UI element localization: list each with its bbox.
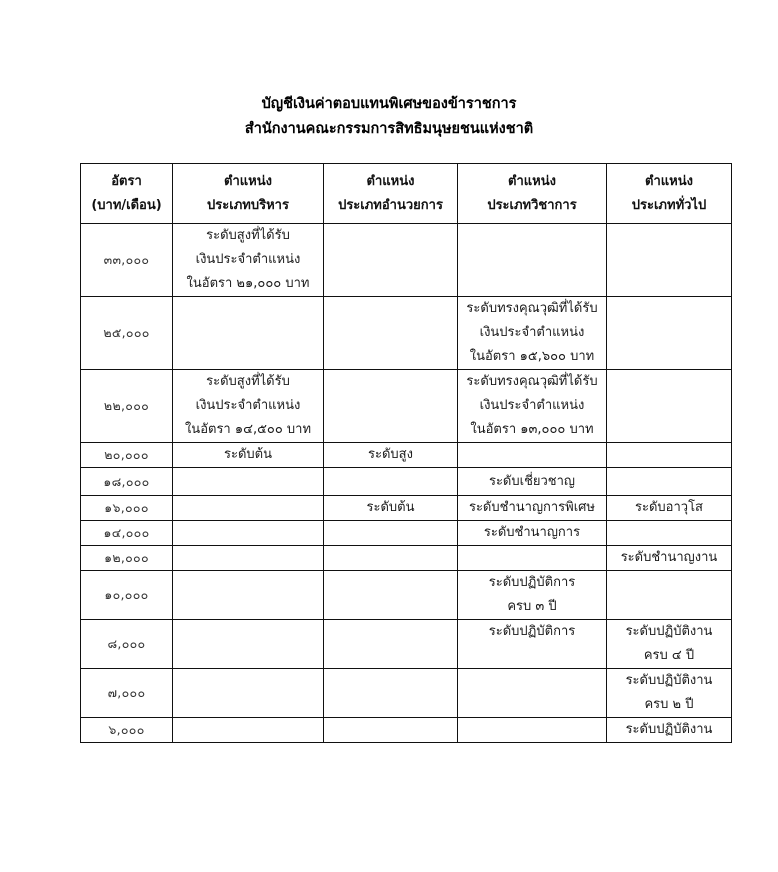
general-cell: [607, 224, 732, 297]
cell-line: ระดับปฏิบัติงาน: [625, 624, 713, 639]
cell-line: ระดับปฏิบัติการ: [488, 624, 576, 639]
cell-line: ระดับทรงคุณวุฒิที่ได้รับ: [466, 301, 598, 316]
cell-line: ระดับสูงที่ได้รับ: [206, 374, 290, 389]
management-cell: [324, 297, 458, 370]
table-row: [81, 224, 732, 297]
cell-line: ในอัตรา ๒๑,๐๐๐ บาท: [186, 276, 310, 291]
management-cell: ระดับสูง: [324, 443, 458, 468]
academic-cell: [458, 546, 607, 571]
management-cell: ระดับต้น: [324, 496, 458, 521]
executive-cell: [173, 370, 324, 443]
header-general: [607, 164, 732, 224]
rate-cell: ๗,๐๐๐: [81, 669, 173, 718]
academic-cell: [458, 718, 607, 743]
executive-cell: [173, 297, 324, 370]
management-cell: [324, 620, 458, 669]
cell-line: ระดับทรงคุณวุฒิที่ได้รับ: [466, 374, 598, 389]
general-cell: [607, 521, 732, 546]
cell-line: เงินประจำตำแหน่ง: [479, 325, 585, 340]
executive-cell: [173, 521, 324, 546]
cell-line: ในอัตรา ๑๔,๕๐๐ บาท: [184, 422, 312, 437]
table-row: [81, 546, 732, 571]
executive-cell: [173, 546, 324, 571]
management-cell: [324, 224, 458, 297]
table-row: [81, 443, 732, 468]
academic-cell: ระดับชำนาญการ: [458, 521, 607, 546]
rate-cell: ๑๒,๐๐๐: [81, 546, 173, 571]
rate-cell: ๘,๐๐๐: [81, 620, 173, 669]
document-title: [0, 92, 778, 142]
academic-cell: ระดับเชี่ยวชาญ: [458, 468, 607, 496]
rate-cell: ๓๓,๐๐๐: [81, 224, 173, 297]
header-row: [81, 164, 732, 224]
management-cell: [324, 546, 458, 571]
general-cell: [607, 297, 732, 370]
header-management: [324, 164, 458, 224]
header-text: อัตรา: [111, 173, 142, 189]
executive-cell: [173, 468, 324, 496]
executive-cell: [173, 224, 324, 297]
general-cell: [607, 571, 732, 620]
cell-line: ครบ ๒ ปี: [644, 697, 694, 712]
executive-cell: ระดับต้น: [173, 443, 324, 468]
cell-line: เงินประจำตำแหน่ง: [195, 252, 301, 267]
general-cell: [607, 370, 732, 443]
academic-cell: [458, 370, 607, 443]
title-line-2: สำนักงานคณะกรรมการสิทธิมนุษยชนแห่งชาติ: [244, 121, 534, 137]
header-text: ตำแหน่ง: [508, 173, 556, 189]
cell-line: ระดับปฏิบัติการ: [488, 575, 576, 590]
rate-cell: ๑๔,๐๐๐: [81, 521, 173, 546]
table-row: [81, 571, 732, 620]
header-text: ประเภทวิชาการ: [487, 197, 577, 213]
rate-cell: ๒๒,๐๐๐: [81, 370, 173, 443]
rate-cell: ๑๘,๐๐๐: [81, 468, 173, 496]
cell-line: ครบ ๔ ปี: [643, 648, 695, 663]
general-cell: [607, 669, 732, 718]
title-line-1: บัญชีเงินค่าตอบแทนพิเศษของข้าราชการ: [261, 96, 517, 112]
header-rate: [81, 164, 173, 224]
executive-cell: [173, 496, 324, 521]
header-executive: [173, 164, 324, 224]
cell-line: ระดับปฏิบัติงาน: [625, 673, 713, 688]
general-cell: [607, 443, 732, 468]
cell-line: เงินประจำตำแหน่ง: [195, 398, 301, 413]
general-cell: ระดับชำนาญงาน: [607, 546, 732, 571]
table-row: [81, 521, 732, 546]
general-cell: [607, 468, 732, 496]
rate-cell: ๖,๐๐๐: [81, 718, 173, 743]
cell-line: ในอัตรา ๑๓,๐๐๐ บาท: [470, 422, 594, 437]
table-row: [81, 718, 732, 743]
special-compensation-table: [80, 163, 732, 743]
header-academic: [458, 164, 607, 224]
management-cell: [324, 468, 458, 496]
header-text: ประเภททั่วไป: [631, 197, 707, 213]
rate-cell: ๑๐,๐๐๐: [81, 571, 173, 620]
academic-cell: [458, 443, 607, 468]
academic-cell: [458, 669, 607, 718]
rate-cell: ๒๕,๐๐๐: [81, 297, 173, 370]
executive-cell: [173, 620, 324, 669]
table-row: [81, 620, 732, 669]
rate-cell: ๑๖,๐๐๐: [81, 496, 173, 521]
header-text: ตำแหน่ง: [645, 173, 693, 189]
cell-line: ครบ ๓ ปี: [507, 599, 557, 614]
general-cell: [607, 620, 732, 669]
header-text: ตำแหน่ง: [224, 173, 272, 189]
executive-cell: [173, 718, 324, 743]
management-cell: [324, 571, 458, 620]
academic-cell: [458, 224, 607, 297]
general-cell: ระดับอาวุโส: [607, 496, 732, 521]
general-cell: ระดับปฏิบัติงาน: [607, 718, 732, 743]
management-cell: [324, 521, 458, 546]
header-text: (บาท/เดือน): [91, 197, 162, 213]
header-text: ประเภทบริหาร: [207, 197, 289, 213]
management-cell: [324, 370, 458, 443]
table-row: [81, 297, 732, 370]
executive-cell: [173, 571, 324, 620]
header-text: ตำแหน่ง: [366, 173, 415, 189]
table-row: [81, 669, 732, 718]
cell-line: ระดับสูงที่ได้รับ: [206, 228, 290, 243]
academic-cell: [458, 297, 607, 370]
table-row: [81, 496, 732, 521]
management-cell: [324, 669, 458, 718]
header-text: ประเภทอำนวยการ: [338, 197, 443, 213]
academic-cell: ระดับชำนาญการพิเศษ: [458, 496, 607, 521]
table-row: [81, 370, 732, 443]
rate-cell: ๒๐,๐๐๐: [81, 443, 173, 468]
cell-line: เงินประจำตำแหน่ง: [479, 398, 585, 413]
cell-line: ในอัตรา ๑๕,๖๐๐ บาท: [469, 349, 595, 364]
table-row: [81, 468, 732, 496]
management-cell: [324, 718, 458, 743]
academic-cell: [458, 571, 607, 620]
executive-cell: [173, 669, 324, 718]
academic-cell: [458, 620, 607, 669]
